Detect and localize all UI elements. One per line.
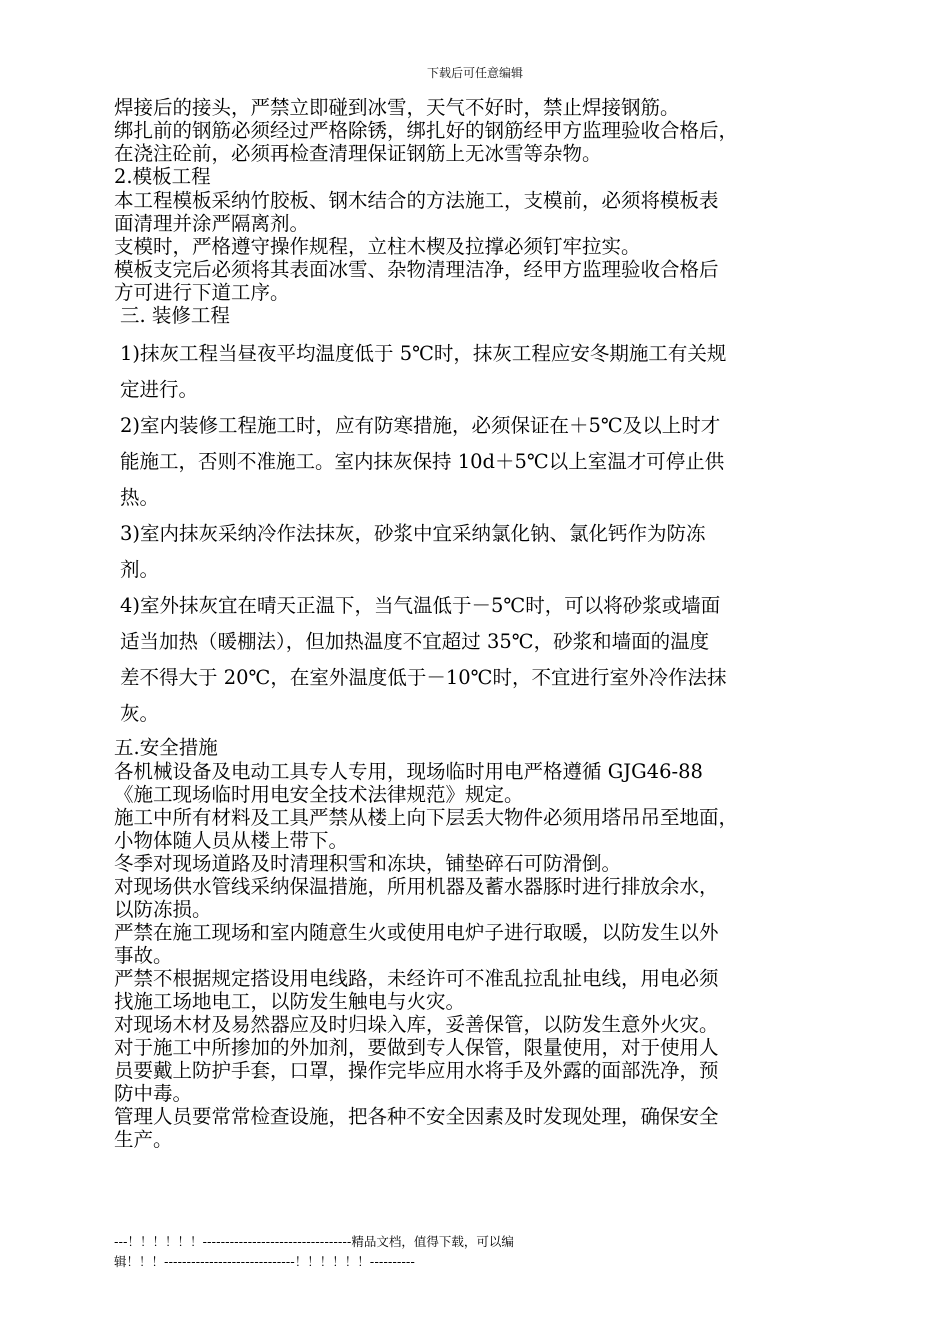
footer-line: 辑！！！-----------------------------！！！！！！---------- — [114, 1254, 415, 1269]
list-item-line: 适当加热（暖棚法），但加热温度不宜超过 35℃，砂浆和墙面的温度 — [120, 630, 710, 653]
list-item-line: 热。 — [120, 486, 160, 509]
footer-line: ---！！！！！！---------------------------------精品文档，值得下载，可以编 — [114, 1234, 514, 1249]
list-item-line: 能施工，否则不准施工。室内抹灰保持 10d＋5℃以上室温才可停止供 — [120, 450, 725, 473]
paragraph-line: 小物体随人员从楼上带下。 — [114, 829, 349, 852]
list-item-line: 2)室内装修工程施工时，应有防寒措施，必须保证在＋5℃及以上时才 — [120, 414, 721, 437]
paragraph-line: 支模时，严格遵守操作规程，立柱木楔及拉撑必须钉牢拉实。 — [114, 235, 641, 258]
paragraph-line: 严禁在施工现场和室内随意生火或使用电炉子进行取暖，以防发生以外 — [114, 921, 719, 944]
paragraph-line: 生产。 — [114, 1128, 173, 1151]
page-header: 下载后可任意编辑 — [426, 66, 523, 80]
list-item-line: 差不得大于 20℃，在室外温度低于－10℃时，不宜进行室外冷作法抹 — [120, 666, 727, 689]
paragraph-line: 《施工现场临时用电安全技术法律规范》规定。 — [114, 783, 524, 806]
paragraph-line: 模板支完后必须将其表面冰雪、杂物清理洁净，经甲方监理验收合格后 — [114, 258, 719, 281]
list-item-line: 剂。 — [120, 558, 160, 581]
paragraph-line: 事故。 — [114, 944, 173, 967]
paragraph-line: 方可进行下道工序。 — [114, 281, 290, 304]
paragraph-line: 冬季对现场道路及时清理积雪和冻块，铺垫碎石可防滑倒。 — [114, 852, 622, 875]
paragraph-line: 绑扎前的钢筋必须经过严格除锈，绑扎好的钢筋经甲方监理验收合格后， — [114, 119, 739, 142]
paragraph-line: 对于施工中所掺加的外加剂，要做到专人保管，限量使用，对于使用人 — [114, 1036, 719, 1059]
paragraph-line: 在浇注砼前，必须再检查清理保证钢筋上无冰雪等杂物。 — [114, 142, 602, 165]
document-body — [114, 96, 874, 1151]
paragraph-line: 找施工场地电工，以防发生触电与火灾。 — [114, 990, 466, 1013]
page-footer — [114, 1232, 714, 1272]
paragraph-line: 本工程模板采纳竹胶板、钢木结合的方法施工，支模前，必须将模板表 — [114, 189, 719, 212]
list-item-line: 1)抹灰工程当昼夜平均温度低于 5℃时，抹灰工程应安冬期施工有关规 — [120, 342, 727, 365]
paragraph-line: 对现场木材及易然器应及时归垛入库，妥善保管，以防发生意外火灾。 — [114, 1013, 719, 1036]
section-title: 三. 装修工程 — [120, 304, 230, 327]
list-item-line: 3)室内抹灰采纳冷作法抹灰，砂浆中宜采纳氯化钠、氯化钙作为防冻 — [120, 522, 706, 545]
paragraph-line: 员要戴上防护手套，口罩，操作完毕应用水将手及外露的面部洗净，预 — [114, 1059, 719, 1082]
section-title: 2.模板工程 — [114, 165, 211, 188]
list-item-line: 灰。 — [120, 702, 160, 725]
paragraph-line: 面清理并涂严隔离剂。 — [114, 212, 310, 235]
paragraph-line: 防中毒。 — [114, 1082, 193, 1105]
list-item-line: 定进行。 — [120, 378, 199, 401]
paragraph-line: 各机械设备及电动工具专人专用，现场临时用电严格遵循 GJG46-88 — [114, 760, 703, 783]
paragraph-line: 焊接后的接头，严禁立即碰到冰雪，天气不好时，禁止焊接钢筋。 — [114, 96, 680, 119]
paragraph-line: 严禁不根据规定搭设用电线路，未经许可不准乱拉乱扯电线，用电必须 — [114, 967, 719, 990]
paragraph-line: 施工中所有材料及工具严禁从楼上向下层丢大物件必须用塔吊吊至地面， — [114, 806, 739, 829]
paragraph-line: 管理人员要常常检查设施，把各种不安全因素及时发现处理，确保安全 — [114, 1105, 719, 1128]
paragraph-line: 以防冻损。 — [114, 898, 212, 921]
paragraph-line: 对现场供水管线采纳保温措施，所用机器及蓄水器豚时进行排放余水， — [114, 875, 719, 898]
section-title: 五.安全措施 — [114, 736, 218, 759]
list-item-line: 4)室外抹灰宜在晴天正温下，当气温低于－5℃时，可以将砂浆或墙面 — [120, 594, 721, 617]
